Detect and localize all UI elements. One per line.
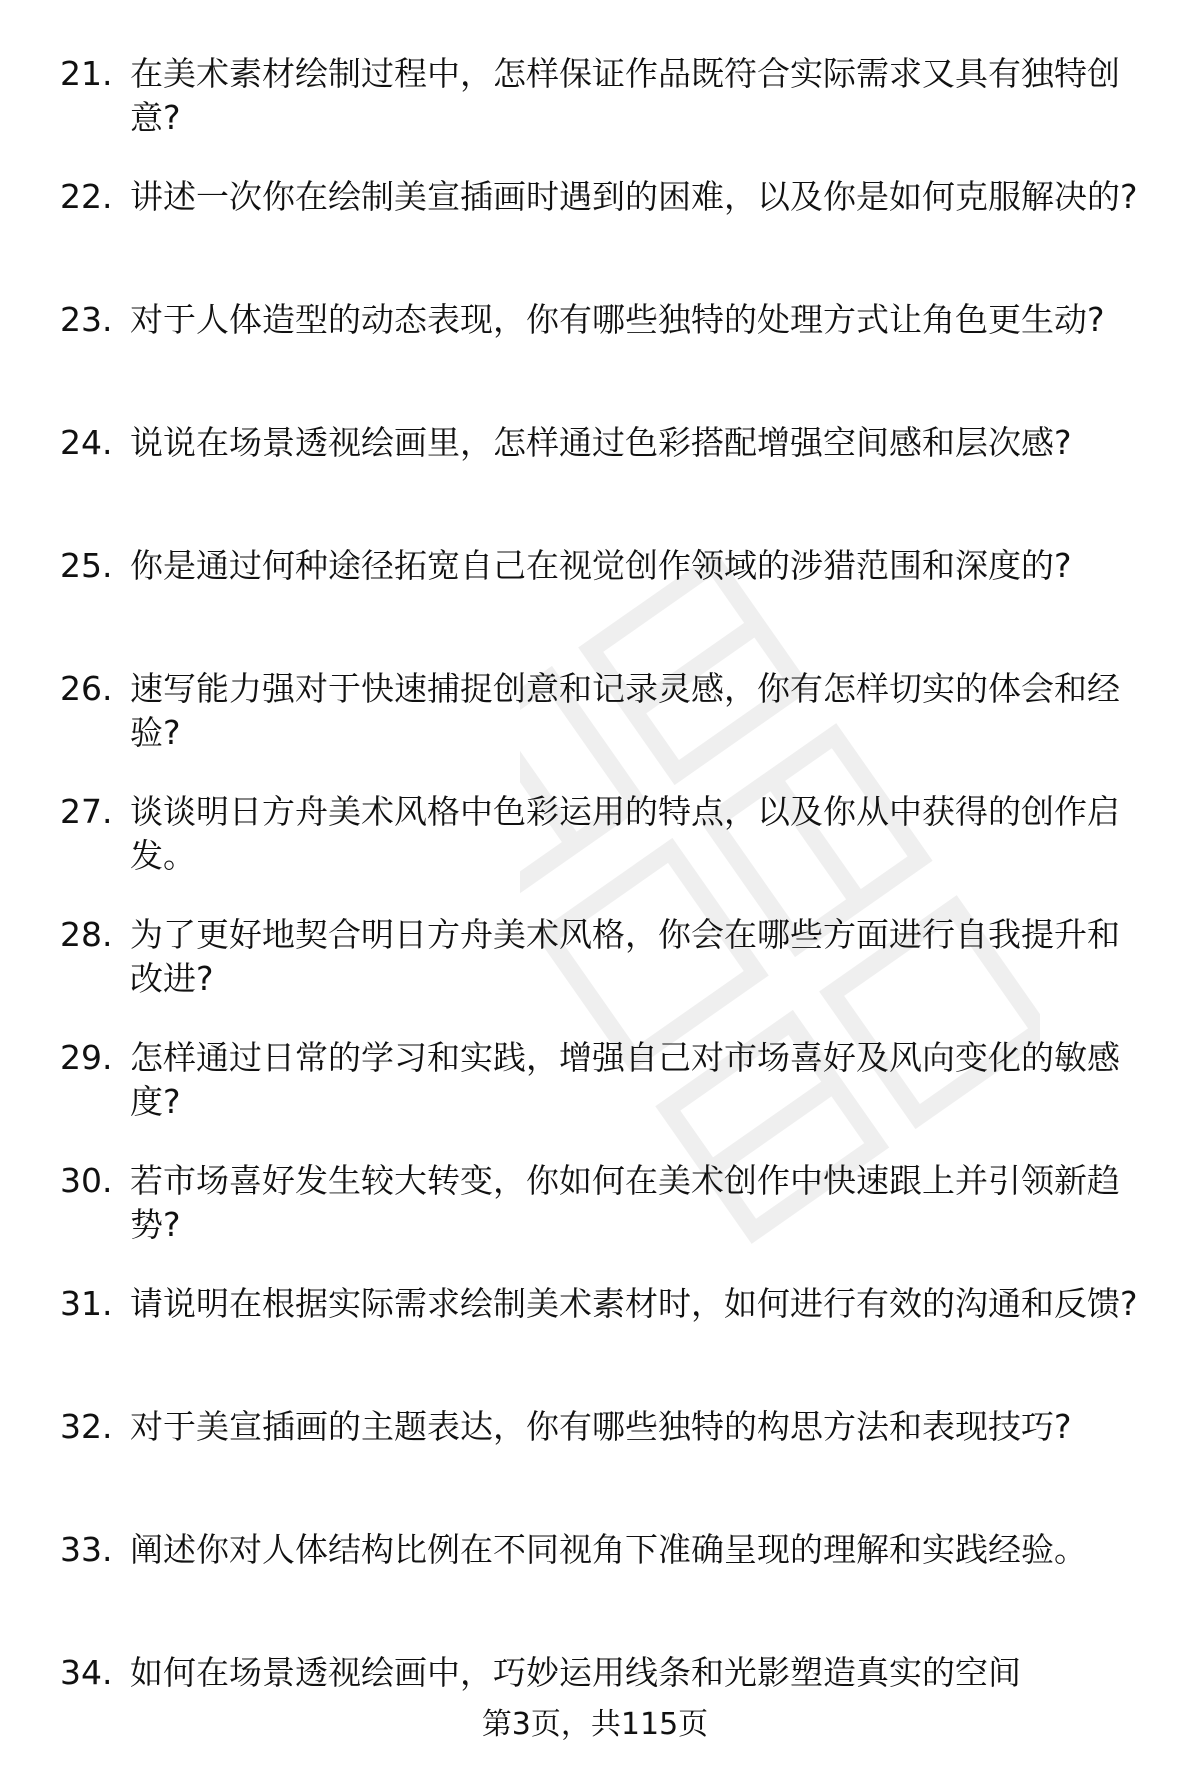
question-number: 30. <box>60 1161 113 1200</box>
question-text: 如何在场景透视绘画中，巧妙运用线条和光影塑造真实的空间 <box>130 1653 1021 1692</box>
question-number: 31. <box>60 1284 113 1323</box>
question-text: 为了更好地契合明日方舟美术风格，你会在哪些方面进行自我提升和改进? <box>130 915 1120 998</box>
question-number: 23. <box>60 300 113 339</box>
question-number: 26. <box>60 669 113 708</box>
question-text: 对于美宣插画的主题表达，你有哪些独特的构思方法和表现技巧? <box>130 1407 1072 1446</box>
question-text: 在美术素材绘制过程中，怎样保证作品既符合实际需求又具有独特创意? <box>130 54 1120 137</box>
question-number: 33. <box>60 1530 113 1569</box>
list-item <box>60 667 1150 790</box>
question-number: 34. <box>60 1653 113 1692</box>
question-text: 谈谈明日方舟美术风格中色彩运用的特点，以及你从中获得的创作启发。 <box>130 792 1120 875</box>
question-text: 阐述你对人体结构比例在不同视角下准确呈现的理解和实践经验。 <box>130 1530 1087 1569</box>
list-item <box>60 175 1150 298</box>
question-number: 24. <box>60 423 113 462</box>
list-item <box>60 1528 1150 1651</box>
question-text: 请说明在根据实际需求绘制美术素材时，如何进行有效的沟通和反馈? <box>130 1284 1138 1323</box>
question-text: 说说在场景透视绘画里，怎样通过色彩搭配增强空间感和层次感? <box>130 423 1072 462</box>
question-text: 若市场喜好发生较大转变，你如何在美术创作中快速跟上并引领新趋势? <box>130 1161 1120 1244</box>
list-item <box>60 1159 1150 1282</box>
list-item <box>60 1036 1150 1159</box>
question-text: 对于人体造型的动态表现，你有哪些独特的处理方式让角色更生动? <box>130 300 1105 339</box>
question-number: 22. <box>60 177 113 216</box>
question-text: 你是通过何种途径拓宽自己在视觉创作领域的涉猎范围和深度的? <box>130 546 1072 585</box>
question-number: 28. <box>60 915 113 954</box>
question-list <box>60 52 1150 1774</box>
list-item <box>60 52 1150 175</box>
question-number: 32. <box>60 1407 113 1446</box>
question-number: 25. <box>60 546 113 585</box>
question-text: 怎样通过日常的学习和实践，增强自己对市场喜好及风向变化的敏感度? <box>130 1038 1120 1121</box>
question-text: 速写能力强对于快速捕捉创意和记录灵感，你有怎样切实的体会和经验? <box>130 669 1120 752</box>
question-number: 27. <box>60 792 113 831</box>
list-item <box>60 1282 1150 1405</box>
list-item <box>60 421 1150 544</box>
list-item <box>60 913 1150 1036</box>
list-item <box>60 544 1150 667</box>
question-number: 21. <box>60 54 113 93</box>
question-text: 讲述一次你在绘制美宣插画时遇到的困难，以及你是如何克服解决的? <box>130 177 1138 216</box>
question-number: 29. <box>60 1038 113 1077</box>
list-item <box>60 1405 1150 1528</box>
list-item <box>60 298 1150 421</box>
page-number-footer: 第3页，共115页 <box>481 1707 709 1742</box>
list-item <box>60 790 1150 913</box>
